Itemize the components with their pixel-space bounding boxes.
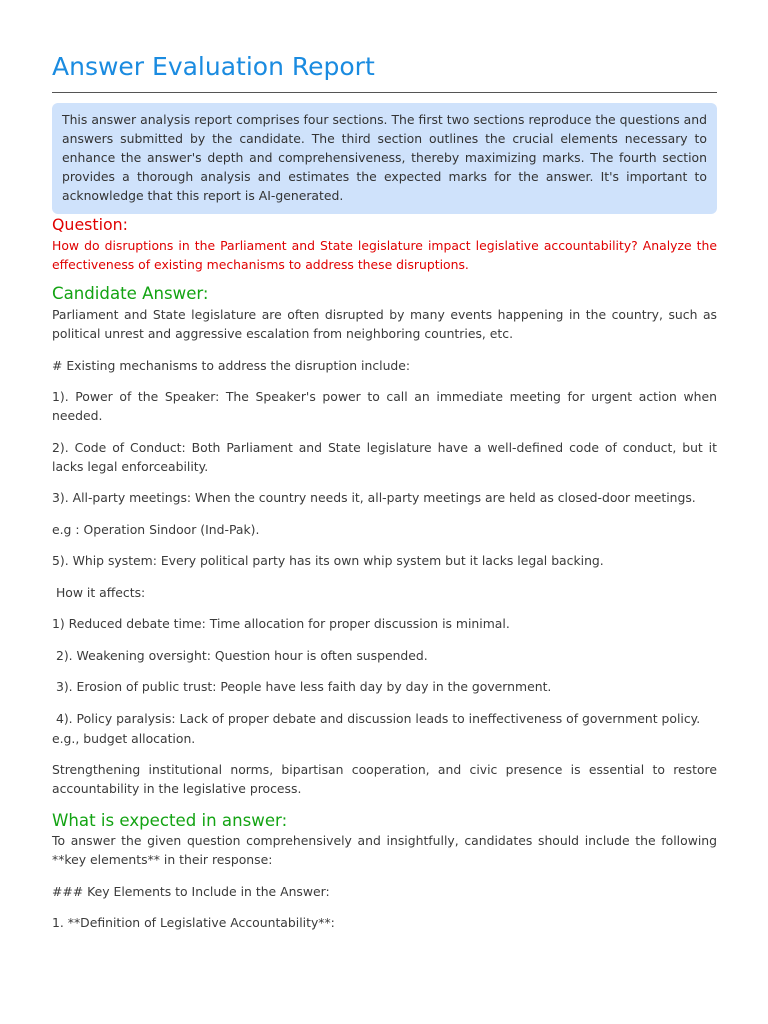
intro-note: This answer analysis report comprises four sections. The first two sections reproduce the questions and answers submitted by the candidate. The third section outlines the crucial elements necessary to enhance the answer's depth and comprehensiveness, thereby maximizing marks. The fourth section provides a thorough analysis and estimates the expected marks for the answer. It's important to acknowledge that this report is AI-generated. bbox=[52, 103, 717, 214]
question-text: How do disruptions in the Parliament and State legislature impact legislative accountability? Analyze the effectiveness of existing mechanisms to address these disruptions. bbox=[52, 238, 717, 272]
expected-paragraph: ### Key Elements to Include in the Answer: bbox=[52, 883, 330, 899]
answer-paragraph: 2). Code of Conduct: Both Parliament and State legislature have a well-defined code of conduct, but it lacks legal enforceability. bbox=[52, 439, 717, 474]
answer-paragraph: 3). All-party meetings: When the country needs it, all-party meetings are held as closed-door meetings. bbox=[52, 490, 696, 505]
expected-paragraph: To answer the given question comprehensively and insightfully, candidates should include the following **key elements** in their response: bbox=[52, 833, 717, 867]
answer-paragraph: e.g : Operation Sindoor (Ind-Pak). bbox=[52, 521, 260, 537]
page-title: Answer Evaluation Report bbox=[52, 52, 375, 81]
answer-paragraph: 5). Whip system: Every political party has its own whip system but it lacks legal backing. bbox=[52, 553, 604, 568]
answer-paragraph: How it affects: bbox=[52, 584, 146, 600]
expected-answer-body bbox=[52, 831, 717, 932]
question-heading: Question: bbox=[52, 215, 128, 234]
answer-paragraph: Strengthening institutional norms, bipartisan cooperation, and civic presence is essential to restore accountability in the legislative process. bbox=[52, 762, 717, 796]
answer-paragraph: 4). Policy paralysis: Lack of proper debate and discussion leads to ineffectiveness of government policy. bbox=[52, 710, 701, 726]
answer-paragraph: 1). Power of the Speaker: The Speaker's power to call an immediate meeting for urgent action when needed. bbox=[52, 389, 717, 423]
answer-paragraph: 1) Reduced debate time: Time allocation for proper discussion is minimal. bbox=[52, 616, 510, 631]
expected-paragraph: 1. **Definition of Legislative Accountability**: bbox=[52, 915, 335, 930]
title-divider bbox=[52, 92, 717, 93]
answer-paragraph: e.g., budget allocation. bbox=[52, 730, 196, 746]
candidate-answer-heading: Candidate Answer: bbox=[52, 284, 209, 303]
expected-answer-heading: What is expected in answer: bbox=[52, 811, 288, 830]
candidate-answer-body bbox=[52, 305, 717, 798]
answer-paragraph: # Existing mechanisms to address the disruption include: bbox=[52, 357, 411, 373]
answer-paragraph: Parliament and State legislature are often disrupted by many events happening in the country, such as political unrest and aggressive escalation from neighboring countries, etc. bbox=[52, 307, 717, 341]
answer-paragraph: 3). Erosion of public trust: People have less faith day by day in the government. bbox=[52, 679, 552, 694]
answer-paragraph: 2). Weakening oversight: Question hour is often suspended. bbox=[52, 647, 428, 663]
